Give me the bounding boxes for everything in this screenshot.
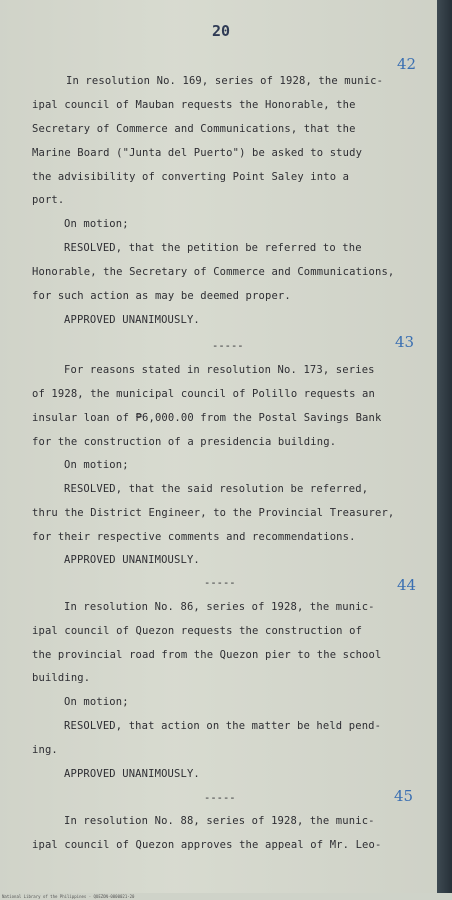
item-44-line-4: building. [32,672,91,684]
item-42-line-3: Secretary of Commerce and Communications, that the [32,123,356,135]
item-42-line-6: port. [32,194,65,206]
item-43-line-2: of 1928, the municipal council of Polillo requests an [32,388,375,400]
item-45-line-1: In resolution No. 88, series of 1928, the munic- [64,815,375,827]
item-43-line-4: for the construction of a presidencia building. [32,436,337,448]
item-42-approved: APPROVED UNANIMOUSLY. [64,314,200,326]
item-44-line-3: the provincial road from the Quezon pier to the school [32,649,382,661]
item-44-line-2: ipal council of Quezon requests the construction of [32,625,363,637]
item-42-line-2: ipal council of Mauban requests the Honorable, the [32,99,356,111]
item-44-resolved: RESOLVED, that action on the matter be held pend- [64,720,382,732]
item-44-line-7: ing. [32,744,58,756]
item-43-approved: APPROVED UNANIMOUSLY. [64,554,200,566]
item-42-line-5: the advisibility of converting Point Saley into a [32,171,350,183]
page-number: 20 [212,22,231,40]
footer-caption: National Library of the Philippines · QUEZON-0000021-20 [2,894,135,899]
item-43-line-3: insular loan of ₱6,000.00 from the Postal Savings Bank [32,412,382,424]
item-42-line-4: Marine Board ("Junta del Puerto") be asked to study [32,147,363,159]
item-42-motion: On motion; [64,218,129,230]
scan-edge [437,0,452,893]
item-44-motion: On motion; [64,696,129,708]
item-42-line-9: Honorable, the Secretary of Commerce and Communications, [32,266,395,278]
item-44-line-1: In resolution No. 86, series of 1928, the munic- [64,601,375,613]
separator-1: ----- [212,340,244,352]
item-43-line-7: thru the District Engineer, to the Provincial Treasurer, [32,507,395,519]
separator-3: ----- [204,792,236,804]
item-42-line-10: for such action as may be deemed proper. [32,290,291,302]
separator-2: ----- [204,577,236,589]
item-42-resolved: RESOLVED, that the petition be referred to the [64,242,362,254]
item-44-approved: APPROVED UNANIMOUSLY. [64,768,200,780]
item-43-motion: On motion; [64,459,129,471]
item-number-44: 44 [397,576,417,594]
item-number-43: 43 [395,333,415,351]
item-43-resolved: RESOLVED, that the said resolution be referred, [64,483,369,495]
item-number-45: 45 [394,787,414,805]
item-number-42: 42 [397,55,417,73]
item-42-line-1: In resolution No. 169, series of 1928, the munic- [66,75,384,87]
item-43-line-8: for their respective comments and recommendations. [32,531,356,543]
item-45-line-2: ipal council of Quezon approves the appeal of Mr. Leo- [32,839,382,851]
item-43-line-1: For reasons stated in resolution No. 173, series [64,364,375,376]
